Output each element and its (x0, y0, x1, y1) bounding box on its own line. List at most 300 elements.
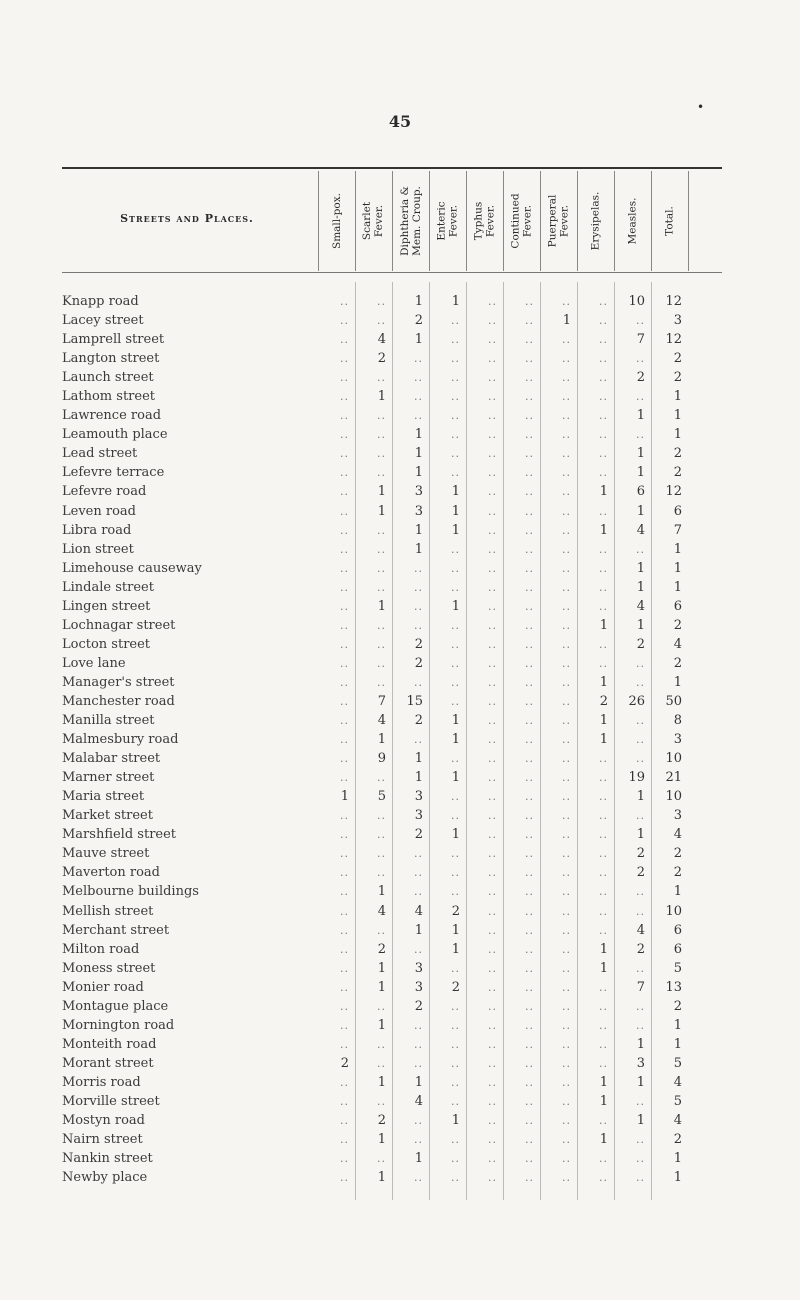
table-cell: .. (488, 371, 497, 385)
table-cell: .. (377, 847, 386, 861)
table-cell: 1 (599, 960, 608, 976)
table-cell: .. (414, 1037, 423, 1051)
street-name (62, 749, 317, 768)
table-cell: 1 (451, 1113, 460, 1129)
table-cell: .. (377, 809, 386, 823)
table-cell: .. (340, 656, 349, 670)
table-cell: .. (340, 923, 349, 937)
table-cell: .. (451, 618, 460, 632)
street-name (62, 425, 317, 444)
table-cell: .. (562, 675, 571, 689)
table-cell: .. (562, 466, 571, 480)
table-cell: .. (562, 504, 571, 518)
table-cell: .. (562, 447, 571, 461)
street-name (62, 597, 317, 616)
table-cell: .. (340, 942, 349, 956)
table-cell: .. (525, 828, 534, 842)
table-cell: .. (414, 733, 423, 747)
table-cell: 2 (673, 446, 682, 462)
table-cell: .. (340, 542, 349, 556)
street-name-text: Manager's street (62, 674, 175, 690)
street-name (62, 711, 317, 730)
table-cell: 1 (599, 732, 608, 748)
street-name (62, 540, 317, 559)
table-row (0, 368, 800, 387)
street-name-text: Libra road (62, 522, 132, 538)
table-cell: 1 (451, 941, 460, 957)
table-cell: .. (451, 314, 460, 328)
column-header (429, 174, 466, 268)
street-name-text: Launch street (62, 370, 154, 386)
table-cell: 1 (377, 484, 386, 500)
table-cell: 1 (377, 1017, 386, 1033)
table-cell: .. (340, 809, 349, 823)
table-cell: .. (525, 961, 534, 975)
table-cell: .. (562, 428, 571, 442)
table-cell: 1 (414, 294, 423, 309)
street-name (62, 692, 317, 711)
table-cell: .. (636, 656, 645, 670)
table-cell: .. (451, 1133, 460, 1147)
street-name-text: Morville street (62, 1093, 160, 1109)
table-cell: .. (451, 1171, 460, 1185)
column-rule (392, 171, 393, 271)
table-cell: .. (562, 866, 571, 880)
table-cell: 7 (673, 522, 682, 538)
table-cell: 1 (451, 522, 460, 538)
column-rule (466, 171, 467, 271)
table-row (0, 1168, 800, 1187)
street-name (62, 463, 317, 482)
table-cell: 6 (673, 941, 682, 957)
street-name-text: Lindale street (62, 579, 154, 595)
table-cell: .. (562, 523, 571, 537)
table-cell: 2 (377, 351, 386, 367)
table-cell: .. (599, 542, 608, 556)
table-cell: 2 (414, 827, 423, 843)
table-cell: .. (599, 637, 608, 651)
table-cell: 15 (406, 693, 423, 709)
table-cell: .. (488, 580, 497, 594)
table-cell: .. (599, 409, 608, 423)
table-cell: .. (599, 752, 608, 766)
street-name-text: Malabar street (62, 751, 161, 767)
table-cell: .. (525, 580, 534, 594)
street-name-text: Market street (62, 808, 153, 824)
page-number: 45 (388, 112, 412, 131)
street-name-text: Langton street (62, 351, 160, 367)
table-cell: 1 (414, 751, 423, 767)
table-cell: .. (636, 809, 645, 823)
table-cell: .. (340, 561, 349, 575)
table-cell: .. (488, 504, 497, 518)
table-cell: .. (451, 694, 460, 708)
table-row (0, 806, 800, 825)
table-cell: .. (562, 885, 571, 899)
table-cell: .. (525, 809, 534, 823)
table-cell: .. (562, 847, 571, 861)
table-cell: .. (340, 771, 349, 785)
table-row (0, 1149, 800, 1168)
table-cell: 1 (377, 389, 386, 405)
table-cell: .. (636, 733, 645, 747)
table-cell: .. (488, 561, 497, 575)
street-name (62, 502, 317, 521)
street-name (62, 349, 317, 368)
table-cell: .. (562, 1094, 571, 1108)
table-cell: 1 (673, 1170, 682, 1186)
table-cell: .. (525, 885, 534, 899)
table-cell: .. (636, 428, 645, 442)
street-name-text: Monier road (62, 979, 144, 995)
table-cell: .. (562, 1018, 571, 1032)
table-cell: .. (488, 637, 497, 651)
table-cell: .. (562, 790, 571, 804)
street-name (62, 730, 317, 749)
table-row (0, 1054, 800, 1073)
table-cell: .. (525, 466, 534, 480)
street-name-text: Newby place (62, 1170, 148, 1186)
table-cell: .. (488, 694, 497, 708)
table-cell: 1 (414, 541, 423, 557)
table-cell: .. (414, 1018, 423, 1032)
table-cell: .. (562, 1114, 571, 1128)
table-cell: 1 (673, 674, 682, 690)
table-cell: .. (340, 1114, 349, 1128)
table-cell: .. (525, 847, 534, 861)
table-cell: 1 (377, 598, 386, 614)
table-cell: 5 (673, 1055, 682, 1071)
street-name-text: Malmesbury road (62, 732, 179, 748)
table-cell: .. (599, 428, 608, 442)
table-cell: 6 (673, 503, 682, 519)
table-body (0, 292, 800, 1187)
street-name (62, 406, 317, 425)
column-header (651, 174, 688, 268)
table-cell: .. (414, 618, 423, 632)
table-cell: 2 (673, 846, 682, 862)
table-cell: .. (451, 961, 460, 975)
table-cell: .. (562, 542, 571, 556)
table-cell: .. (488, 790, 497, 804)
street-name-text: Lochnagar street (62, 617, 176, 633)
table-row (0, 1035, 800, 1054)
table-cell: .. (525, 1075, 534, 1089)
table-cell: .. (525, 428, 534, 442)
table-cell: .. (340, 733, 349, 747)
street-name-text: Morris road (62, 1074, 141, 1090)
street-name-text: Merchant street (62, 922, 170, 938)
table-cell: .. (414, 1171, 423, 1185)
table-cell: 1 (599, 484, 608, 500)
table-cell: .. (488, 466, 497, 480)
table-cell: 1 (451, 827, 460, 843)
table-cell: .. (562, 409, 571, 423)
table-row (0, 387, 800, 406)
table-cell: .. (636, 999, 645, 1013)
table-cell: .. (488, 599, 497, 613)
table-cell: .. (525, 675, 534, 689)
table-cell: .. (340, 980, 349, 994)
table-cell: 2 (414, 713, 423, 729)
table-cell: .. (599, 1056, 608, 1070)
table-row (0, 1111, 800, 1130)
table-row (0, 978, 800, 997)
street-name-text: Lefevre road (62, 484, 147, 500)
table-cell: .. (599, 980, 608, 994)
table-cell: .. (377, 1056, 386, 1070)
table-cell: .. (377, 999, 386, 1013)
street-name-text: Milton road (62, 941, 140, 957)
table-cell: .. (488, 409, 497, 423)
table-cell: 4 (377, 332, 386, 348)
table-cell: 4 (414, 1093, 423, 1109)
table-row (0, 540, 800, 559)
table-row (0, 482, 800, 501)
table-cell: .. (599, 371, 608, 385)
table-cell: .. (488, 314, 497, 328)
street-name-text: Mostyn road (62, 1113, 145, 1129)
table-cell: .. (525, 1094, 534, 1108)
table-cell: 1 (673, 579, 682, 595)
table-cell: .. (340, 675, 349, 689)
column-rule (688, 171, 689, 271)
table-row (0, 521, 800, 540)
table-cell: .. (525, 694, 534, 708)
table-cell: .. (562, 390, 571, 404)
table-cell: .. (525, 771, 534, 785)
table-cell: .. (340, 447, 349, 461)
table-cell: .. (525, 447, 534, 461)
table-cell: .. (340, 485, 349, 499)
street-name-text: Marshfield street (62, 827, 177, 843)
table-cell: 1 (673, 1036, 682, 1052)
street-name (62, 806, 317, 825)
table-cell: 1 (673, 560, 682, 576)
table-cell: 1 (673, 541, 682, 557)
table-cell: 1 (599, 713, 608, 729)
table-cell: 2 (673, 351, 682, 367)
table-cell: .. (488, 485, 497, 499)
table-cell: 1 (377, 979, 386, 995)
street-name-text: Mauve street (62, 846, 150, 862)
table-cell: .. (488, 923, 497, 937)
table-cell: 1 (673, 408, 682, 424)
table-cell: .. (562, 295, 571, 308)
table-cell: .. (488, 1152, 497, 1166)
table-cell: .. (340, 428, 349, 442)
table-cell: .. (451, 752, 460, 766)
column-header-label: Enteric Fever. (435, 201, 460, 241)
table-cell: .. (599, 1018, 608, 1032)
table-cell: 8 (673, 713, 682, 729)
street-name (62, 482, 317, 501)
table-cell: 1 (414, 427, 423, 443)
table-cell: 1 (636, 465, 645, 481)
table-cell: 1 (377, 1132, 386, 1148)
table-cell: .. (377, 866, 386, 880)
table-cell: .. (414, 580, 423, 594)
street-name (62, 330, 317, 349)
table-cell: .. (599, 790, 608, 804)
table-cell: .. (488, 1133, 497, 1147)
table-cell: 1 (451, 732, 460, 748)
table-cell: .. (451, 447, 460, 461)
table-cell: .. (340, 314, 349, 328)
table-cell: .. (636, 390, 645, 404)
table-cell: .. (488, 428, 497, 442)
table-cell: .. (340, 847, 349, 861)
street-name-text: Lawrence road (62, 408, 162, 424)
table-cell: .. (599, 828, 608, 842)
table-row (0, 330, 800, 349)
table-cell: .. (599, 904, 608, 918)
table-cell: 2 (673, 370, 682, 386)
table-cell: .. (340, 1152, 349, 1166)
street-name-text: Manilla street (62, 713, 155, 729)
table-cell: 5 (673, 1093, 682, 1109)
column-rule (318, 171, 319, 271)
table-row (0, 444, 800, 463)
table-cell: .. (377, 656, 386, 670)
table-cell: 2 (673, 655, 682, 671)
table-cell: .. (525, 637, 534, 651)
table-cell: 4 (673, 1113, 682, 1129)
table-cell: .. (525, 1114, 534, 1128)
table-cell: .. (340, 999, 349, 1013)
table-cell: .. (340, 1094, 349, 1108)
table-row (0, 825, 800, 844)
table-cell: .. (377, 1152, 386, 1166)
table-cell: .. (599, 999, 608, 1013)
table-cell: 1 (414, 332, 423, 348)
table-row (0, 349, 800, 368)
table-cell: 19 (628, 770, 645, 786)
table-cell: .. (451, 656, 460, 670)
table-cell: .. (562, 923, 571, 937)
table-cell: .. (562, 485, 571, 499)
table-cell: 12 (665, 332, 682, 348)
table-cell: 2 (414, 313, 423, 329)
table-cell: 1 (599, 941, 608, 957)
table-cell: .. (599, 466, 608, 480)
table-row (0, 787, 800, 806)
table-cell: .. (488, 295, 497, 308)
table-cell: .. (340, 409, 349, 423)
table-cell: .. (562, 561, 571, 575)
table-cell: .. (414, 942, 423, 956)
table-cell: .. (414, 390, 423, 404)
table-cell: .. (414, 885, 423, 899)
table-cell: .. (525, 656, 534, 670)
street-name-text: Lingen street (62, 598, 151, 614)
table-cell: 1 (377, 884, 386, 900)
street-name (62, 1092, 317, 1111)
table-cell: .. (562, 942, 571, 956)
table-cell: 1 (636, 1113, 645, 1129)
table-cell: .. (562, 904, 571, 918)
table-cell: 1 (673, 1151, 682, 1167)
table-cell: .. (488, 733, 497, 747)
table-cell: .. (488, 1114, 497, 1128)
table-cell: .. (525, 409, 534, 423)
table-cell: 1 (414, 1151, 423, 1167)
table-cell: 1 (636, 827, 645, 843)
table-cell: .. (562, 1152, 571, 1166)
table-cell: .. (377, 428, 386, 442)
table-cell: 3 (414, 484, 423, 500)
table-cell: .. (340, 390, 349, 404)
table-cell: .. (414, 1133, 423, 1147)
table-cell: .. (340, 580, 349, 594)
table-row (0, 654, 800, 673)
table-cell: .. (525, 599, 534, 613)
table-cell: .. (525, 1018, 534, 1032)
table-cell: .. (340, 961, 349, 975)
table-cell: .. (636, 352, 645, 366)
table-cell: 2 (377, 1113, 386, 1129)
street-name (62, 311, 317, 330)
table-cell: .. (636, 542, 645, 556)
table-cell: .. (414, 675, 423, 689)
table-cell: .. (599, 1114, 608, 1128)
table-row (0, 1016, 800, 1035)
table-cell: 1 (414, 465, 423, 481)
column-header (355, 174, 392, 268)
table-cell: .. (451, 847, 460, 861)
table-cell: .. (451, 1075, 460, 1089)
table-cell: .. (340, 1018, 349, 1032)
column-header-label: Puerperal Fever. (546, 194, 571, 248)
table-cell: 10 (628, 294, 645, 309)
table-cell: 2 (636, 846, 645, 862)
page-mark: • (697, 100, 705, 114)
table-cell: .. (562, 656, 571, 670)
street-name-text: Marner street (62, 770, 155, 786)
table-cell: 4 (636, 522, 645, 538)
table-cell: .. (488, 809, 497, 823)
table-cell: 1 (673, 389, 682, 405)
table-cell: .. (340, 1075, 349, 1089)
table-cell: 4 (636, 598, 645, 614)
table-cell: .. (488, 523, 497, 537)
table-cell: 12 (665, 484, 682, 500)
street-name (62, 1168, 317, 1187)
table-row (0, 921, 800, 940)
street-name (62, 1073, 317, 1092)
street-name-text: Lamprell street (62, 332, 165, 348)
table-cell: 1 (451, 484, 460, 500)
table-cell: .. (451, 790, 460, 804)
table-cell: .. (562, 828, 571, 842)
street-name (62, 768, 317, 787)
table-cell: .. (525, 1152, 534, 1166)
table-cell: .. (414, 847, 423, 861)
table-cell: .. (451, 809, 460, 823)
table-cell: 2 (636, 370, 645, 386)
street-name (62, 882, 317, 901)
table-cell: 4 (673, 636, 682, 652)
table-cell: .. (562, 980, 571, 994)
street-name (62, 521, 317, 540)
table-cell: .. (488, 828, 497, 842)
table-cell: 3 (414, 808, 423, 824)
column-header (392, 174, 429, 268)
table-cell: 4 (414, 903, 423, 919)
table-cell: .. (599, 333, 608, 347)
table-cell: .. (488, 333, 497, 347)
table-cell: .. (599, 295, 608, 308)
